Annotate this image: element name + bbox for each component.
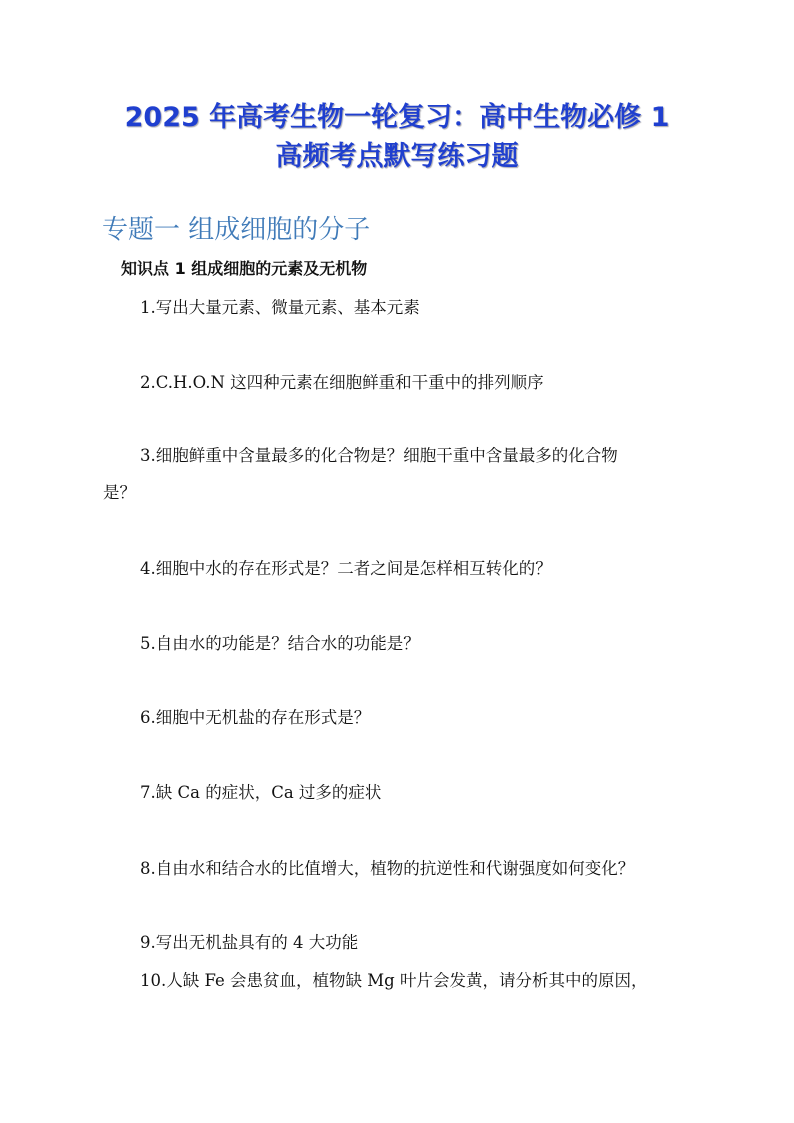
section-heading: 专题一 组成细胞的分子 bbox=[102, 215, 371, 245]
subsection-heading: 知识点 1 组成细胞的元素及无机物 bbox=[121, 259, 368, 278]
question-6: 6.细胞中无机盐的存在形式是？ bbox=[140, 708, 371, 727]
question-9: 9.写出无机盐具有的 4 大功能 bbox=[140, 933, 359, 952]
page-title-line-2: 高频考点默写练习题 bbox=[275, 141, 519, 172]
question-2: 2.C.H.O.N 这四种元素在细胞鲜重和干重中的排列顺序 bbox=[140, 373, 544, 392]
question-8: 8.自由水和结合水的比值增大，植物的抗逆性和代谢强度如何变化？ bbox=[140, 859, 635, 878]
question-5: 5.自由水的功能是？结合水的功能是？ bbox=[140, 634, 420, 653]
question-7: 7.缺 Ca 的症状，Ca 过多的症状 bbox=[140, 783, 382, 802]
question-10: 10.人缺 Fe 会患贫血，植物缺 Mg 叶片会发黄，请分析其中的原因， bbox=[140, 971, 648, 990]
question-3: 3.细胞鲜重中含量最多的化合物是？细胞干重中含量最多的化合物 bbox=[140, 446, 618, 465]
question-1: 1.写出大量元素、微量元素、基本元素 bbox=[140, 298, 420, 317]
page-title-line-1: 2025 年高考生物一轮复习：高中生物必修 1 bbox=[124, 102, 670, 133]
question-4: 4.细胞中水的存在形式是？二者之间是怎样相互转化的？ bbox=[140, 559, 552, 578]
question-3-continuation: 是？ bbox=[103, 483, 136, 502]
